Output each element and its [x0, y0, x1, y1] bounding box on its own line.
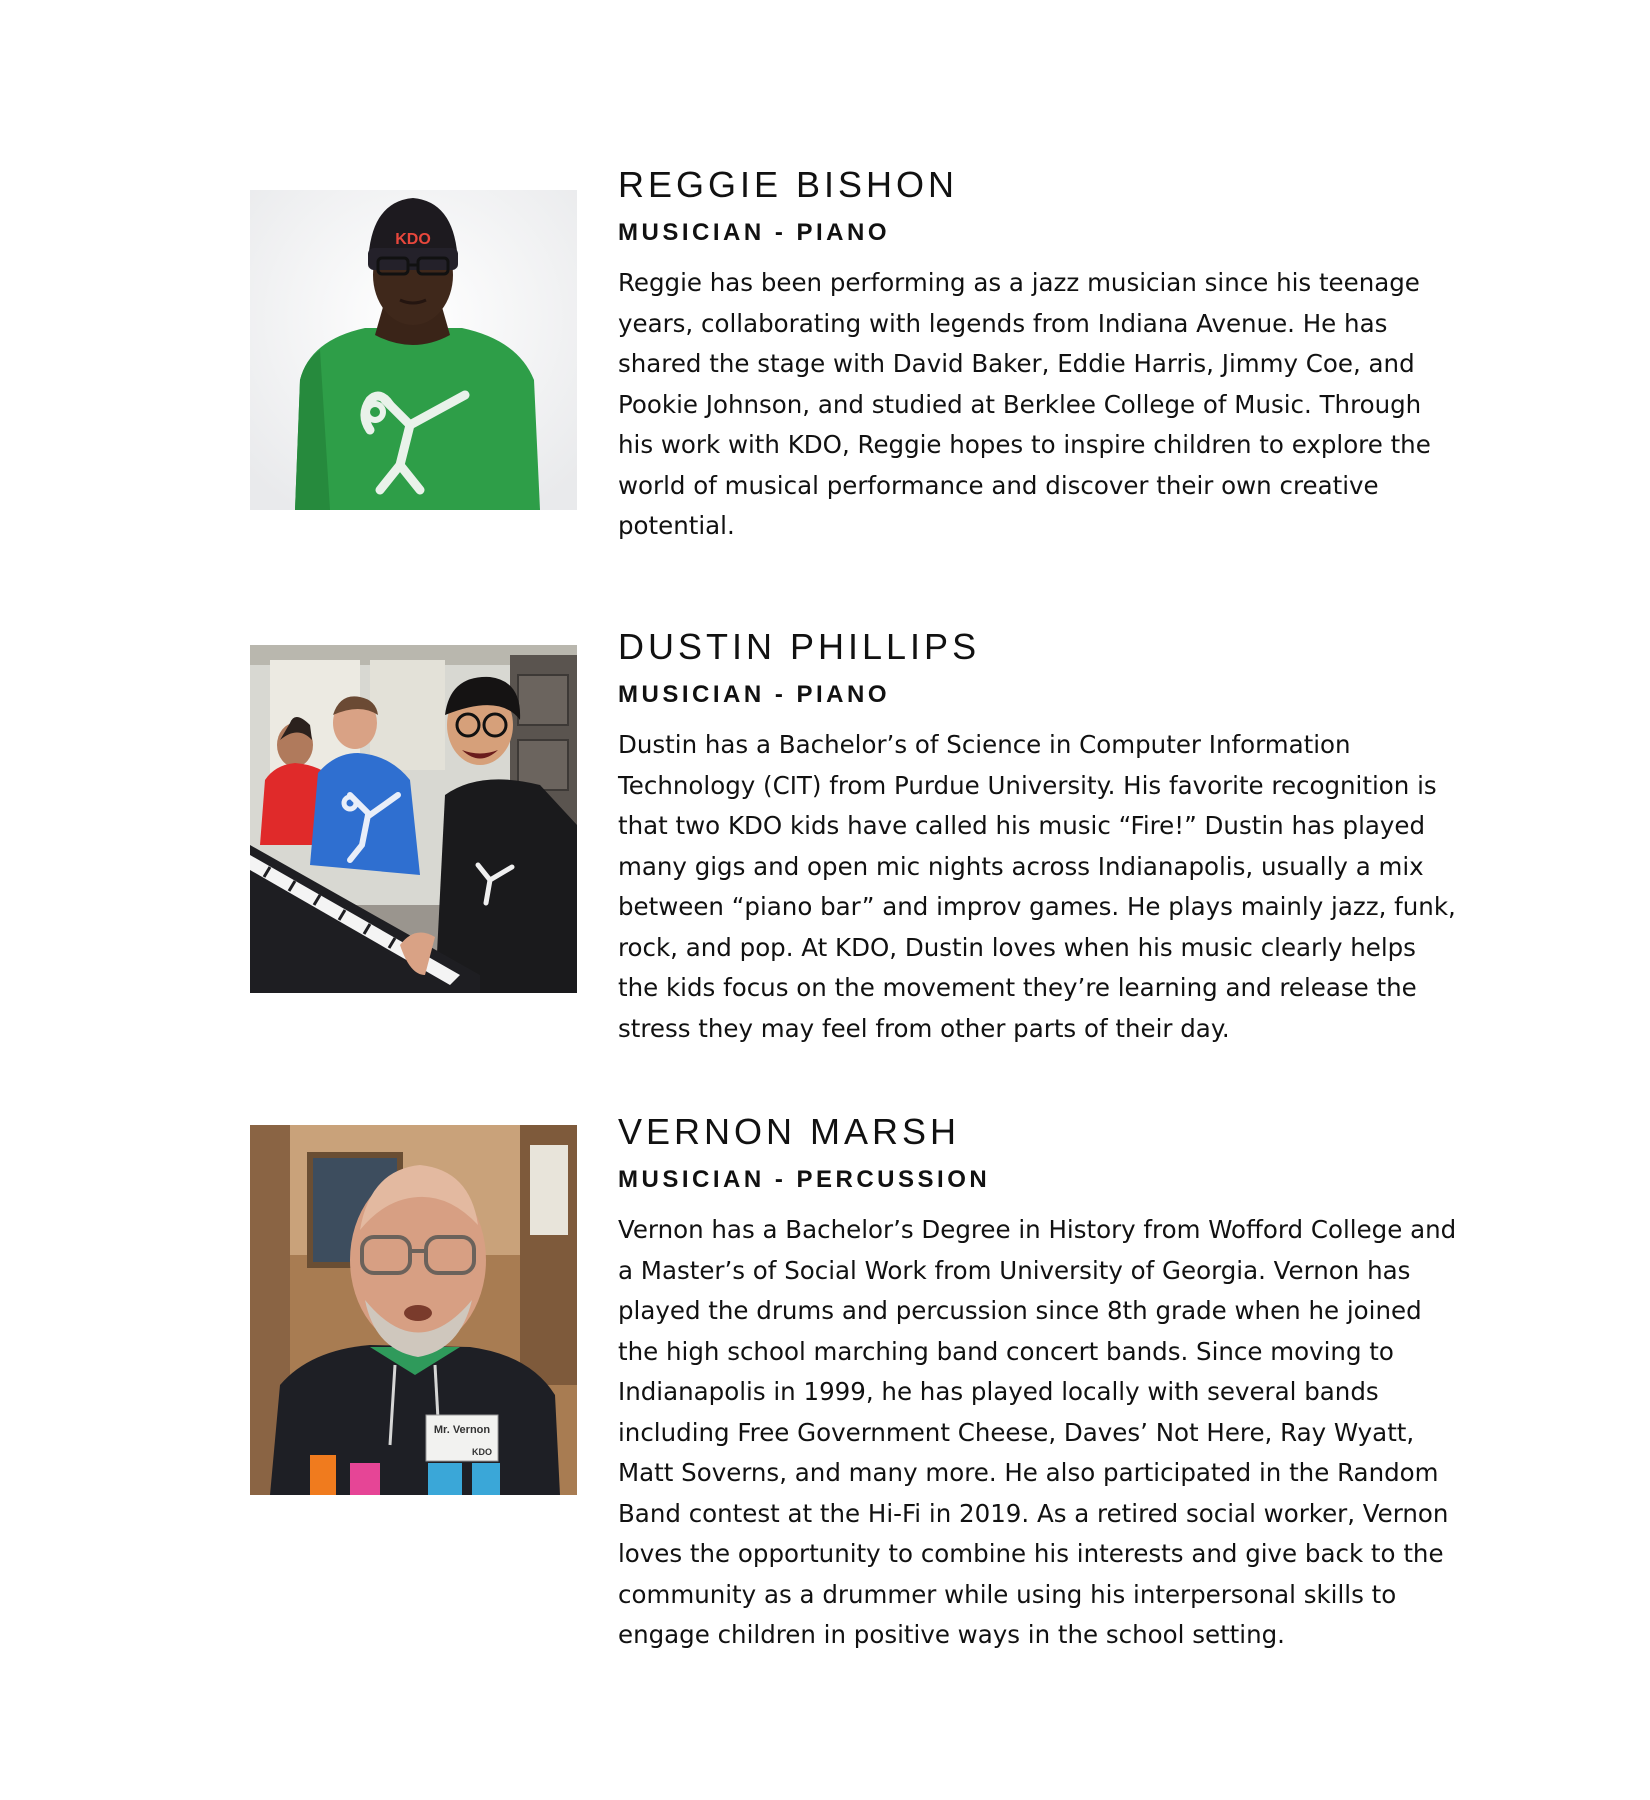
profile-photo: [250, 645, 577, 993]
profile-photo: [250, 190, 577, 510]
svg-text:Mr. Vernon: Mr. Vernon: [433, 1424, 491, 1436]
profile-name: DUSTIN PHILLIPS: [618, 626, 981, 667]
svg-text:KDO: KDO: [472, 1447, 492, 1457]
profile-role: MUSICIAN - PERCUSSION: [618, 1166, 991, 1193]
profile-dustin-phillips: [250, 625, 1456, 1045]
profile-name: VERNON MARSH: [618, 1111, 961, 1152]
profile-role: MUSICIAN - PIANO: [618, 681, 890, 708]
vernon-photo-image: [250, 1125, 577, 1495]
profile-photo: [250, 1125, 577, 1495]
profile-bio: Vernon has a Bachelor’s Degree in History from Wofford College and a Master’s of Social Work from University of Georgia. Vernon has played the drums and percussion since 8th grade when he joined the high school marching band concert bands. Since moving to Indianapolis in 1999, he has played locally with several bands including Free Government Cheese, Daves’ Not Here, Ray Wyatt, Matt Soverns, and many more. He also participated in the Random Band contest at the Hi-Fi in 2019. As a retired social worker, Vernon loves the opportunity to combine his interests and give back to the community as a drummer while using his interpersonal skills to engage children in positive ways in the school setting.: [618, 1215, 1457, 1649]
profile-bio: Reggie has been performing as a jazz musician since his teenage years, collaborating with legends from Indiana Avenue. He has shared the stage with David Baker, Eddie Harris, Jimmy Coe, and Pookie Johnson, and studied at Berklee College of Music. Through his work with KDO, Reggie hopes to inspire children to explore the world of musical performance and discover their own creative potential.: [618, 268, 1431, 540]
svg-text:KDO: KDO: [395, 231, 431, 248]
profile-reggie-bishon: [250, 163, 1450, 543]
profile-bio: Dustin has a Bachelor’s of Science in Computer Information Technology (CIT) from Purdue University. His favorite recognition is that two KDO kids have called his music “Fire!” Dustin has played many gigs and open mic nights across Indianapolis, usually a mix between “piano bar” and improv games. He plays mainly jazz, funk, rock, and pop. At KDO, Dustin loves when his music clearly helps the kids focus on the movement they’re learning and release the stress they may feel from other parts of their day.: [618, 730, 1456, 1043]
profile-text: [618, 625, 1458, 1049]
profile-text: [618, 1110, 1458, 1656]
profile-role: MUSICIAN - PIANO: [618, 219, 890, 246]
profile-vernon-marsh: [250, 1110, 1457, 1700]
profile-text: [618, 163, 1458, 547]
profile-name: REGGIE BISHON: [618, 164, 959, 205]
dustin-photo-image: [250, 645, 577, 993]
reggie-photo-image: [250, 190, 577, 510]
